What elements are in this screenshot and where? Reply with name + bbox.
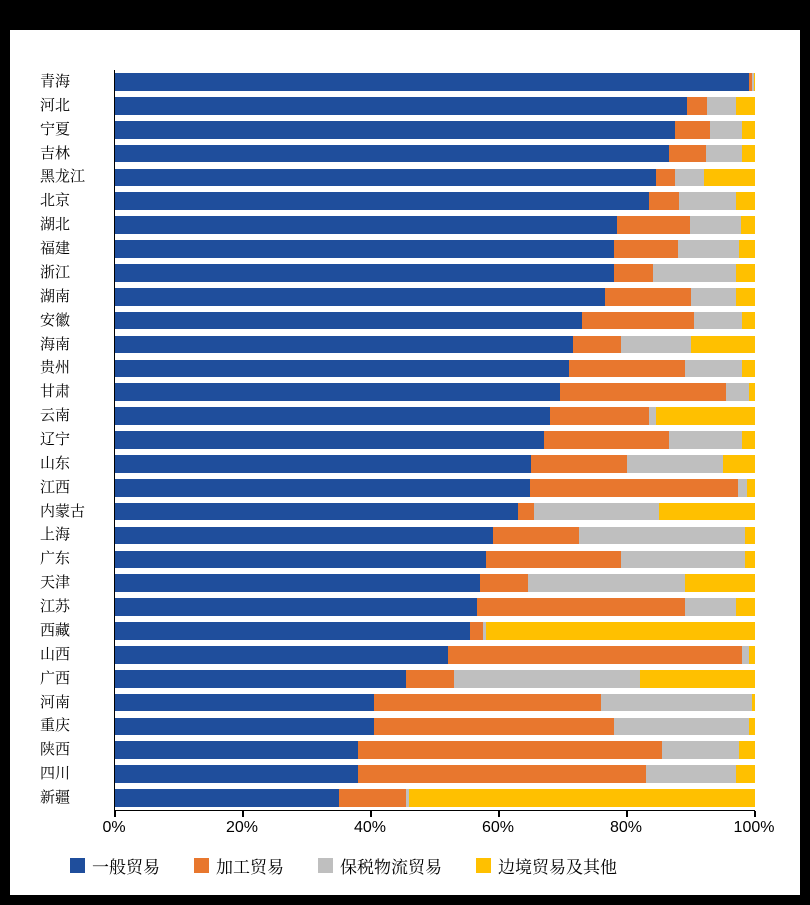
bar-segment (115, 288, 605, 306)
bar-segment (742, 431, 755, 449)
y-axis-label: 新疆 (40, 789, 71, 807)
bar-segment (694, 312, 742, 330)
bar-segment (115, 670, 406, 688)
x-axis-tick-label: 0% (102, 819, 126, 836)
bar-row (115, 97, 755, 115)
legend-swatch-icon (70, 858, 85, 873)
bar-segment (115, 503, 518, 521)
bar-segment (621, 551, 746, 569)
legend-item (318, 853, 442, 878)
bar-segment (339, 789, 406, 807)
bar-segment (739, 240, 755, 258)
x-axis-tick-label: 100% (733, 819, 775, 836)
y-axis-label: 天津 (40, 574, 71, 592)
bar-segment (739, 741, 755, 759)
y-axis-category-labels (40, 70, 110, 810)
bar-row (115, 121, 755, 139)
bar-segment (653, 264, 736, 282)
legend-swatch-icon (476, 858, 491, 873)
bar-segment (115, 383, 560, 401)
bar-segment (738, 479, 748, 497)
bar-segment (736, 97, 755, 115)
bar-row (115, 718, 755, 736)
bar-segment (480, 574, 528, 592)
legend-label: 保税物流贸易 (340, 857, 442, 877)
bar-segment (621, 336, 691, 354)
x-axis-tick (626, 811, 628, 817)
bar-segment (741, 216, 755, 234)
bar-row (115, 574, 755, 592)
bar-segment (569, 360, 684, 378)
y-axis-label: 甘肃 (40, 383, 71, 401)
bar-row (115, 646, 755, 664)
bar-segment (707, 97, 736, 115)
y-axis-label: 青海 (40, 72, 71, 90)
bar-segment (115, 145, 669, 163)
bar-segment (749, 718, 755, 736)
bar-row (115, 622, 755, 640)
bar-row (115, 383, 755, 401)
y-axis-label: 广西 (40, 669, 71, 687)
bar-segment (115, 551, 486, 569)
chart-legend (70, 848, 760, 882)
y-axis-label: 北京 (40, 192, 71, 210)
bar-row (115, 216, 755, 234)
bar-segment (690, 216, 741, 234)
legend-label: 加工贸易 (216, 857, 284, 877)
bar-segment (477, 598, 685, 616)
bar-segment (662, 741, 739, 759)
chart-plot-wrapper (10, 30, 800, 895)
bar-segment (115, 336, 573, 354)
bar-segment (675, 121, 710, 139)
bar-segment (579, 527, 745, 545)
bar-row (115, 312, 755, 330)
bar-segment (646, 765, 736, 783)
bar-segment (115, 527, 493, 545)
bar-segment (115, 789, 339, 807)
x-axis-tick-label: 60% (481, 819, 515, 836)
legend-swatch-icon (194, 858, 209, 873)
bar-segment (669, 145, 706, 163)
bar-segment (493, 527, 579, 545)
bar-segment (518, 503, 534, 521)
y-axis-label: 宁夏 (40, 120, 71, 138)
bar-row (115, 694, 755, 712)
bar-segment (470, 622, 483, 640)
y-axis-label: 内蒙古 (40, 502, 86, 520)
y-axis-label: 上海 (40, 526, 71, 544)
bar-segment (736, 192, 755, 210)
bar-segment (723, 455, 755, 473)
x-axis-tick-label: 80% (609, 819, 643, 836)
bar-segment (115, 216, 617, 234)
bar-segment (742, 360, 755, 378)
y-axis-label: 吉林 (40, 144, 71, 162)
bar-segment (358, 765, 646, 783)
bar-segment (448, 646, 742, 664)
bar-segment (115, 431, 544, 449)
y-axis-label: 浙江 (40, 263, 71, 281)
bar-segment (736, 765, 755, 783)
y-axis-label: 湖南 (40, 287, 71, 305)
bar-segment (115, 407, 550, 425)
legend-item (194, 853, 284, 878)
bar-segment (409, 789, 755, 807)
bar-segment (736, 288, 755, 306)
bar-segment (115, 718, 374, 736)
bar-segment (752, 694, 755, 712)
bar-row (115, 670, 755, 688)
bar-segment (710, 121, 742, 139)
bar-segment (617, 216, 689, 234)
bar-segment (486, 551, 620, 569)
y-axis-label: 河南 (40, 693, 71, 711)
bar-segment (115, 169, 656, 187)
bar-segment (726, 383, 748, 401)
bar-segment (678, 240, 739, 258)
bar-segment (115, 646, 448, 664)
bar-segment (685, 360, 743, 378)
bar-segment (573, 336, 621, 354)
bar-segment (747, 479, 755, 497)
bar-segment (454, 670, 640, 688)
bar-row (115, 527, 755, 545)
bar-row (115, 288, 755, 306)
bar-segment (614, 240, 678, 258)
bar-row (115, 479, 755, 497)
bar-row (115, 407, 755, 425)
legend-item (476, 853, 617, 878)
bar-segment (374, 718, 614, 736)
bar-segment (115, 360, 569, 378)
bar-segment (486, 622, 755, 640)
y-axis-label: 山西 (40, 645, 71, 663)
bar-segment (531, 455, 627, 473)
y-axis-label: 江苏 (40, 598, 71, 616)
y-axis-label: 福建 (40, 240, 71, 258)
bar-segment (656, 407, 755, 425)
y-axis-label: 四川 (40, 765, 71, 783)
bar-row (115, 741, 755, 759)
bar-row (115, 455, 755, 473)
y-axis-label: 广东 (40, 550, 71, 568)
y-axis-label: 安徽 (40, 311, 71, 329)
bar-row (115, 598, 755, 616)
bar-segment (115, 741, 358, 759)
y-axis-label: 江西 (40, 478, 71, 496)
y-axis-label: 西藏 (40, 621, 71, 639)
bar-segment (745, 551, 755, 569)
bar-segment (704, 169, 755, 187)
bar-segment (601, 694, 751, 712)
bar-segment (115, 765, 358, 783)
bar-segment (669, 431, 743, 449)
bar-row (115, 169, 755, 187)
bar-segment (685, 574, 755, 592)
legend-swatch-icon (318, 858, 333, 873)
plot-area (114, 70, 755, 811)
bar-segment (614, 718, 748, 736)
bar-segment (115, 574, 480, 592)
bar-segment (627, 455, 723, 473)
bar-row (115, 336, 755, 354)
y-axis-label: 辽宁 (40, 431, 71, 448)
bar-segment (115, 240, 614, 258)
x-axis-tick-label: 20% (225, 819, 259, 836)
bar-segment (656, 169, 675, 187)
x-axis-tick (242, 811, 244, 817)
bar-segment (115, 121, 675, 139)
bar-segment (544, 431, 669, 449)
bar-segment (691, 288, 736, 306)
bar-row (115, 240, 755, 258)
bar-segment (742, 312, 755, 330)
bar-segment (742, 121, 755, 139)
bar-row (115, 192, 755, 210)
bar-segment (406, 670, 454, 688)
bar-segment (649, 192, 678, 210)
bar-segment (550, 407, 649, 425)
bar-segment (685, 598, 736, 616)
bar-segment (115, 264, 614, 282)
bar-row (115, 503, 755, 521)
y-axis-label: 海南 (40, 335, 71, 353)
y-axis-label: 云南 (40, 407, 71, 425)
bar-segment (706, 145, 742, 163)
bar-row (115, 765, 755, 783)
chart-container (10, 30, 800, 895)
bar-segment (358, 741, 662, 759)
y-axis-label: 湖北 (40, 216, 71, 234)
y-axis-label: 黑龙江 (40, 168, 86, 186)
x-axis-tick (754, 811, 756, 817)
bar-row (115, 360, 755, 378)
bar-segment (687, 97, 707, 115)
bar-segment (115, 598, 477, 616)
bar-row (115, 431, 755, 449)
x-axis-tick-label: 40% (353, 819, 387, 836)
bar-segment (582, 312, 694, 330)
bar-segment (115, 455, 531, 473)
bar-segment (534, 503, 659, 521)
bar-segment (691, 336, 755, 354)
y-axis-label: 河北 (40, 96, 71, 114)
bar-segment (115, 312, 582, 330)
bar-segment (115, 622, 470, 640)
bar-segment (605, 288, 691, 306)
legend-item (70, 853, 160, 878)
y-axis-label: 陕西 (40, 741, 71, 759)
bar-segment (742, 145, 755, 163)
bar-segment (640, 670, 755, 688)
x-axis (102, 811, 775, 841)
bar-row (115, 551, 755, 569)
bar-row (115, 789, 755, 807)
bar-segment (754, 73, 755, 91)
bar-segment (560, 383, 726, 401)
bar-row (115, 145, 755, 163)
y-axis-label: 重庆 (40, 717, 71, 735)
x-axis-tick (370, 811, 372, 817)
bar-segment (745, 527, 755, 545)
bar-segment (736, 264, 755, 282)
bar-segment (736, 598, 755, 616)
bar-segment (749, 646, 755, 664)
bar-row (115, 264, 755, 282)
x-axis-tick (498, 811, 500, 817)
bar-segment (679, 192, 737, 210)
legend-label: 边境贸易及其他 (498, 857, 617, 877)
bar-segment (659, 503, 755, 521)
bar-segment (675, 169, 704, 187)
bar-segment (528, 574, 685, 592)
bar-segment (115, 73, 749, 91)
bar-segment (749, 383, 755, 401)
y-axis-label: 贵州 (40, 359, 71, 377)
bar-segment (614, 264, 652, 282)
legend-label: 一般贸易 (92, 857, 160, 877)
bar-segment (530, 479, 738, 497)
bar-segment (115, 97, 687, 115)
bar-row (115, 73, 755, 91)
bar-segment (374, 694, 601, 712)
y-axis-label: 山东 (40, 454, 71, 472)
x-axis-tick (114, 811, 116, 817)
bar-segment (115, 479, 530, 497)
bar-segment (115, 694, 374, 712)
bar-segment (115, 192, 649, 210)
